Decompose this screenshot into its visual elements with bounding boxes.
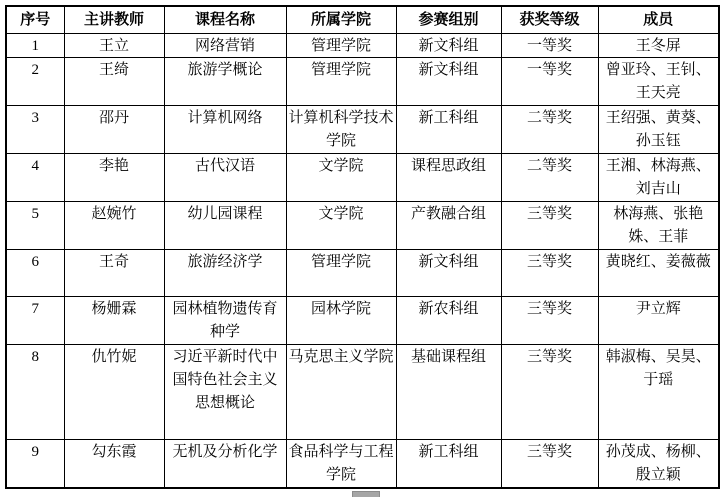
table-cell: 习近平新时代中国特色社会主义思想概论 [164,345,286,440]
table-cell: 尹立辉 [598,297,719,345]
header-cell: 参赛组别 [396,6,501,34]
table-cell: 7 [6,297,64,345]
table-header [6,6,719,34]
header-row [6,6,719,34]
table-cell: 新文科组 [396,34,501,58]
table-cell: 幼儿园课程 [164,202,286,250]
table-cell: 一等奖 [501,58,598,106]
table-cell: 新工科组 [396,106,501,154]
table-row [6,58,719,106]
table-cell: 6 [6,250,64,297]
table-cell: 计算机科学技术学院 [286,106,396,154]
table-row [6,345,719,440]
award-table [5,5,720,489]
header-cell: 获奖等级 [501,6,598,34]
table-cell: 产教融合组 [396,202,501,250]
table-cell: 2 [6,58,64,106]
table-cell: 文学院 [286,154,396,202]
table-cell: 旅游经济学 [164,250,286,297]
table-cell: 新文科组 [396,250,501,297]
table-body [6,34,719,489]
table-row [6,297,719,345]
table-cell: 9 [6,440,64,489]
table-row [6,34,719,58]
table-cell: 黄晓红、姜薇薇 [598,250,719,297]
table-cell: 园林学院 [286,297,396,345]
table-cell: 二等奖 [501,106,598,154]
table-cell: 古代汉语 [164,154,286,202]
table-cell: 无机及分析化学 [164,440,286,489]
table-cell: 管理学院 [286,34,396,58]
table-cell: 三等奖 [501,440,598,489]
table-row [6,202,719,250]
table-cell: 文学院 [286,202,396,250]
table-cell: 3 [6,106,64,154]
table-cell: 孙茂成、杨柳、殷立颖 [598,440,719,489]
table-cell: 李艳 [64,154,164,202]
table-cell: 王绍强、黄葵、孙玉钰 [598,106,719,154]
table-cell: 旅游学概论 [164,58,286,106]
table-cell: 韩淑梅、吴昊、于瑶 [598,345,719,440]
table-cell: 三等奖 [501,345,598,440]
table-cell: 三等奖 [501,202,598,250]
table-cell: 课程思政组 [396,154,501,202]
table-cell: 管理学院 [286,58,396,106]
header-cell: 课程名称 [164,6,286,34]
table-cell: 网络营销 [164,34,286,58]
table-row [6,154,719,202]
table-cell: 三等奖 [501,297,598,345]
table-cell: 王立 [64,34,164,58]
table-cell: 新文科组 [396,58,501,106]
table-cell: 邵丹 [64,106,164,154]
table-cell: 马克思主义学院 [286,345,396,440]
table-cell: 王绮 [64,58,164,106]
table-cell: 食品科学与工程学院 [286,440,396,489]
table-cell: 杨姗霖 [64,297,164,345]
table-cell: 二等奖 [501,154,598,202]
table-row [6,250,719,297]
table-cell: 新农科组 [396,297,501,345]
table-cell: 王奇 [64,250,164,297]
table-cell: 王湘、林海燕、刘吉山 [598,154,719,202]
header-cell: 序号 [6,6,64,34]
scrollbar-thumb[interactable] [352,491,380,497]
table-cell: 计算机网络 [164,106,286,154]
table-cell: 王冬屏 [598,34,719,58]
header-cell: 成员 [598,6,719,34]
table-cell: 仇竹妮 [64,345,164,440]
table-row [6,106,719,154]
table-cell: 5 [6,202,64,250]
table-cell: 8 [6,345,64,440]
table-cell: 管理学院 [286,250,396,297]
table-cell: 勾东霞 [64,440,164,489]
table-cell: 基础课程组 [396,345,501,440]
table-cell: 林海燕、张艳姝、王菲 [598,202,719,250]
header-cell: 所属学院 [286,6,396,34]
table-cell: 一等奖 [501,34,598,58]
table-row [6,440,719,489]
header-cell: 主讲教师 [64,6,164,34]
table-cell: 新工科组 [396,440,501,489]
table-cell: 4 [6,154,64,202]
table-cell: 园林植物遗传育种学 [164,297,286,345]
table-cell: 三等奖 [501,250,598,297]
table-cell: 赵婉竹 [64,202,164,250]
table-cell: 1 [6,34,64,58]
table-cell: 曾亚玲、王钊、王天亮 [598,58,719,106]
